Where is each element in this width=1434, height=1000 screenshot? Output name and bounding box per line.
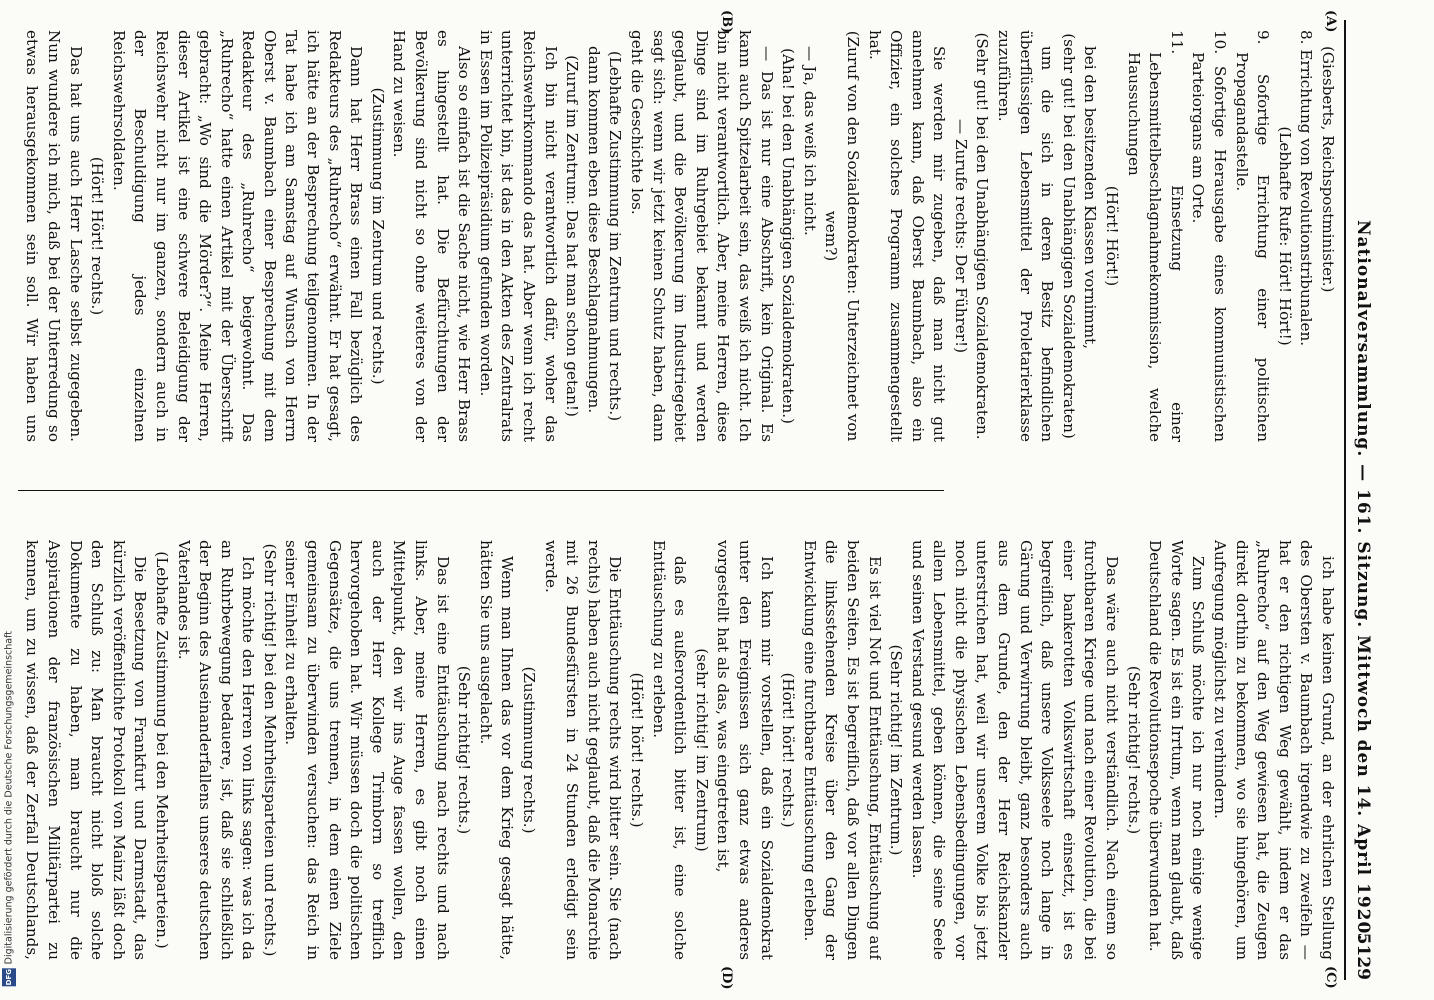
- interjection: (Sehr richtig! rechts.): [455, 665, 474, 835]
- digitization-credit: [2, 631, 16, 986]
- paragraph: Es ist viel Not und Enttäuschung, Enttäuschung auf beiden Seiten. Es ist begreiflich, daß vor allen Dingen die linksstehenden Kreise über den Gang der Entwicklung eine furchtbare Enttäuschung erleben.: [800, 540, 884, 960]
- interjection: (Hört! hört! rechts.): [779, 672, 798, 828]
- margin-mark-c: (C): [1323, 966, 1338, 989]
- margin-mark-d: (D): [719, 966, 734, 990]
- dfg-logo: DFG: [2, 968, 16, 986]
- paragraph: Wenn man Ihnen das vor dem Krieg gesagt hätte, hätten Sie uns ausgelacht.: [476, 540, 517, 960]
- margin-mark-b: (B): [719, 10, 734, 34]
- paragraph: bei den besitzenden Klassen vornimmt,: [1081, 46, 1100, 350]
- paragraph: 8. Errichtung von Revolutionstribunalen.: [1297, 30, 1316, 347]
- paragraph: dann kommen eben diese Beschlagnahmungen.: [584, 46, 603, 414]
- header-rule: [1344, 20, 1346, 980]
- paragraph: Also so einfach ist die Sache nicht, wie Herr Brass es hingestellt hat. Die Befürchtungen der Bevölkerung sind nicht so ohne weiteres von der Hand zu weisen.: [390, 30, 474, 442]
- interjection: (Aha! bei den Unabhängigen Sozialdemokraten.): [779, 48, 798, 424]
- interjection: (Lebhafte Zustimmung bei den Mehrheitsparteien.): [152, 551, 171, 949]
- interjection: (sehr gut! bei den Unabhängigen Sozialdemokraten): [1059, 33, 1078, 439]
- page-number: 5129: [1353, 932, 1373, 980]
- right-column: [18, 540, 1338, 960]
- paragraph: — Das ist nur eine Abschrift, kein Original. Es kann auch Spitzelarbeit sein, das weiß ich nicht. Ich bin nicht verantwortlich. Aber, meine Herren, diese Dinge sind im Ruhrgebiet bekannt und werden geglaubt, und die Bevölkerung im Industriegebiet sagt sich: wenn wir jetzt keinen Schutz haben, dann geht die Geschichte los.: [628, 30, 776, 442]
- paragraph: Dann hat Herr Brass einen Fall bezüglich des Redakteurs des „Ruhrecho“ erwähnt. Er hat gesagt, ich hätte an der Besprechung teilgenommen. In der Tat habe ich am Samstag auf Wunsch von Herrn Oberst v. Baumbach einer Besprechung mit dem Redakteur des „Ruhrecho“ beigewohnt. Das „Ruhrecho“ hatte einen Artikel mit der Überschrift gebracht: „Wo sind die Mörder?“. Meine Herren, dieser Artikel ist eine schwere Beleidigung der Reichswehr nicht nur im ganzen, sondern auch in der Beschuldigung jedes einzelnen Reichswehrsoldaten.: [109, 30, 366, 442]
- paragraph: Ich möchte den Herren von links sagen: was ich da an Ruhrbewegung bedauere, ist, daß sie schließlich der Beginn des Auseinanderfallens unseres deutschen Vaterlandes ist.: [174, 540, 258, 960]
- paragraph: Zum Schluß möchte ich nur noch einige wenige Worte sagen. Es ist ein Irrtum, wenn man glaubt, daß Deutschland die Revolutionsepoche überwunden hat.: [1146, 540, 1208, 960]
- paragraph: ich habe keinen Grund, an der ehrlichen Stellung des Obersten v. Baumbach irgendwie zu zweifeln — hat er den richtigen Weg gewählt, indem er das „Ruhrecho“ auf den Weg gewiesen hat, die Zeugen direkt dorthin zu bekommen, wo sie hingehören, um Aufregung möglichst zu verhindern.: [1211, 540, 1337, 960]
- paragraph: Ich kann mir vorstellen, daß ein Sozialdemokrat unter den Ereignissen sich ganz etwas anderes vorgestellt hat als das, was eingetreten ist,: [714, 540, 776, 960]
- interjection: (Lebhafte Zustimmung im Zentrum und rechts.): [606, 50, 625, 422]
- paragraph: daß es außerordentlich bitter ist, eine solche Enttäuschung zu erleben.: [649, 540, 690, 960]
- interjection: (Sehr richtig! rechts.): [1124, 665, 1143, 835]
- interjection: (Sehr gut! bei den Unabhängigen Sozialdemokraten. — Zurufe rechts: Der Führer!): [951, 32, 992, 440]
- running-header: [1348, 20, 1378, 980]
- paragraph: Das ist eine Enttäuschung nach rechts und nach links. Aber, meine Herren, es gibt noch einen Mittelpunkt, den wir ins Auge fassen wollen, den auch der Herr Kollege Trimborn so trefflich hervorgehoben hat. Wir müssen doch die politischen Gegensätze, die uns trennen, in dem einen Ziele gemeinsam zu überwinden versuchen: das Reich in seiner Einheit zu erhalten.: [282, 540, 452, 960]
- paragraph: 11. Einsetzung einer Lebensmittelbeschlagnahmekommission, welche Haussuchungen: [1124, 30, 1186, 442]
- credit-text: Digitalisierung gefördert durch die Deutsche Forschungsgemeinschaft: [3, 630, 15, 964]
- paragraph: Die Besetzung von Frankfurt und Darmstadt, das kürzlich veröffentlichte Protokoll von Mainz läßt doch den Schluß zu: Man braucht nicht bloß solche Dokumente zu haben, man braucht nur die Aspirationen der französischen Militärpartei zu kennen, um zu wissen, daß der Zerfall Deutschlands,: [23, 540, 150, 960]
- paragraph: (Giesberts, Reichspostminister.): [1319, 46, 1337, 293]
- column-divider: [18, 490, 944, 491]
- left-column: [18, 30, 1338, 442]
- paragraph: Sie werden mir zugeben, daß man nicht gut annehmen kann, daß Oberst Baumbach, also ein Offizier, ein solches Programm zusammengestellt hat.: [865, 30, 949, 442]
- header-title: Nationalversammlung. — 161. Sitzung. Mittwoch den 14. April 1920.: [1353, 220, 1373, 942]
- interjection: (Zuruf im Zentrum: Das hat man schon getan!): [563, 55, 582, 417]
- margin-mark-a: (A): [1323, 10, 1338, 33]
- interjection: (Sehr richtig! im Zentrum.): [887, 644, 906, 856]
- paragraph: — Ja, das weiß ich nicht.: [800, 46, 819, 236]
- paragraph: 9. Sofortige Errichtung einer politischen Propagandastelle.: [1232, 30, 1273, 442]
- interjection: (Zustimmung im Zentrum und rechts.): [368, 87, 387, 385]
- paragraph: 10. Sofortige Herausgabe eines kommunistischen Parteiorgans am Orte.: [1189, 30, 1230, 442]
- paragraph: Ich bin nicht verantwortlich dafür, woher das Reichswehrkommando das hat. Aber wenn ich recht unterrichtet bin, ist das in den Akten des Zentralrats in Essen im Polizeipräsidium gefunden worden.: [476, 30, 560, 442]
- paragraph: Die Enttäuschung rechts wird bitter sein. Sie (nach rechts) haben auch nicht geglaubt, daß die Monarchie mit 26 Bundesfürsten in 24 Stunden erledigt sein werde.: [541, 540, 625, 960]
- interjection: (Zuruf von den Sozialdemokraten: Unterzeichnet von wem?): [822, 30, 862, 442]
- interjection: (Hört! Hört! rechts.): [88, 156, 107, 316]
- paragraph: um die sich in deren Besitz befindlichen überflüssigen Lebensmittel der Proletarierklasse zuzuführen.: [995, 30, 1057, 442]
- interjection: (Lebhafte Rufe: Hört! Hört!): [1275, 126, 1294, 346]
- interjection: (Sehr richtig! bei den Mehrheitsparteien und rechts.): [260, 543, 279, 957]
- interjection: (Zustimmung rechts.): [520, 666, 539, 834]
- paragraph: Das wäre auch nicht verständlich. Nach einem so furchtbaren Kriege und nach einer Revolution, die bei einer bankerotten Volkswirtschaft einsetzt, ist es begreiflich, daß unsere Volksseele noch lange in Gärung und Verwirrung bleibt, ganz besonders auch aus dem Grunde, den der Herr Reichskanzler unterstrichen hat, weil wir unserem Volke bis jetzt noch nicht die physischen Lebensbedingungen, vor allem Lebensmittel, geben können, die seine Seele und seinen Verstand gesund werden lassen.: [908, 540, 1122, 960]
- interjection: (Hört! Hört!): [1103, 185, 1122, 287]
- interjection: (sehr richtig! im Zentrum): [692, 648, 711, 852]
- paragraph: Das hat uns auch Herr Lasche selbst zugegeben. Nun wundere ich mich, daß bei der Unterredung so etwas herausgekommen sein soll. Wir haben uns: [23, 30, 85, 442]
- interjection: (Hört! hört! rechts.): [628, 672, 646, 828]
